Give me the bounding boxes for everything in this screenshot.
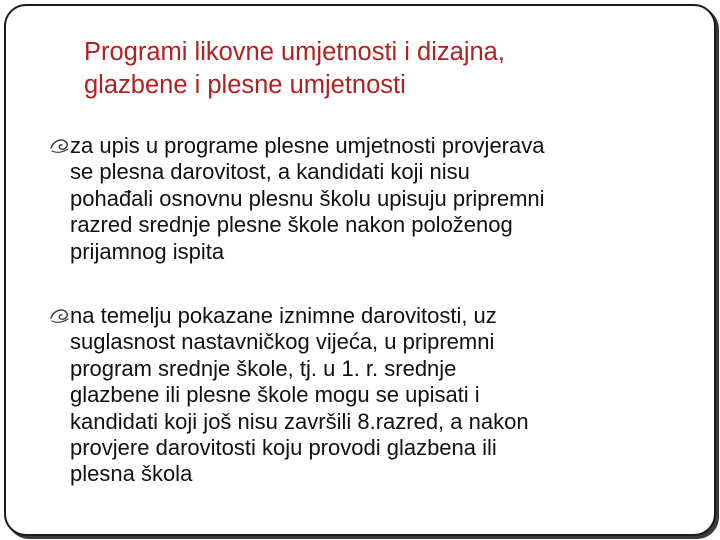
bullet-item xyxy=(46,133,686,265)
slide-title xyxy=(84,36,694,102)
slide-title-line: Programi likovne umjetnosti i dizajna, xyxy=(84,38,505,66)
bullet-line: pohađali osnovnu plesnu školu upisuju pripremni xyxy=(70,185,545,211)
slide-title-line: glazbene i plesne umjetnosti xyxy=(84,71,406,99)
bullet-line: razred srednje plesne škole nakon položenog xyxy=(70,212,513,238)
bullet-line: prijamnog ispita xyxy=(70,238,225,264)
bullet-list xyxy=(46,133,686,488)
swirl-bullet-icon xyxy=(48,134,72,158)
bullet-item xyxy=(46,303,686,488)
bullet-line: program srednje škole, tj. u 1. r. srednje xyxy=(70,355,457,381)
bullet-line: provjere darovitosti koju provodi glazbena ili xyxy=(70,435,497,461)
bullet-line: na temelju pokazane iznimne darovitosti, uz xyxy=(70,303,497,329)
bullet-line: za upis u programe plesne umjetnosti provjerava xyxy=(70,133,545,158)
bullet-line: se plesna darovitost, a kandidati koji nisu xyxy=(70,159,470,185)
bullet-line: glazbene ili plesne škole mogu se upisati i xyxy=(70,382,480,408)
bullet-line: plesna škola xyxy=(70,461,193,487)
slide-frame xyxy=(4,4,716,536)
bullet-line: kandidati koji još nisu završili 8.razred, a nakon xyxy=(70,408,529,434)
swirl-bullet-icon xyxy=(48,304,72,328)
bullet-line: suglasnost nastavničkog vijeća, u pripremni xyxy=(70,329,495,355)
